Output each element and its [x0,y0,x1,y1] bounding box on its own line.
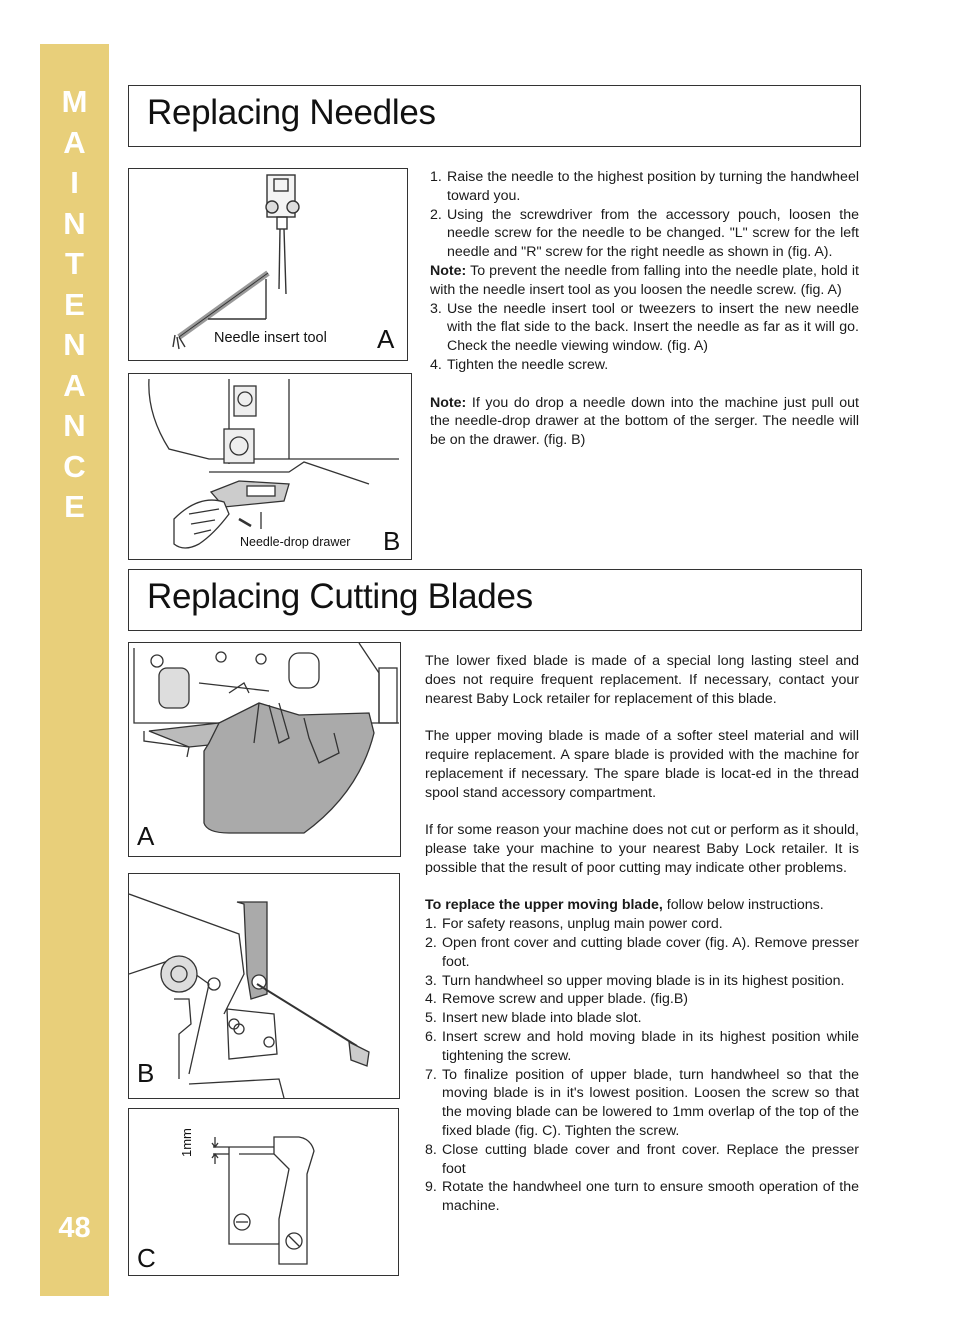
maintenance-sidebar [40,44,109,1296]
needles-instructions [430,168,859,450]
list-item [425,972,859,991]
sidebar-letter: I [70,165,79,200]
list-item [425,1178,859,1216]
step-text: Turn handwheel so upper moving blade is in its highest position. [442,972,845,989]
step-text: Tighten the needle screw. [447,356,609,373]
needles-title-box [128,85,861,147]
step-text: Using the screwdriver from the accessory pouch, loosen the needle screw for the needle to be changed. "L" screw for the left needle and "R" screw for the right needle as shown in (fig. A). [447,206,859,261]
step-text: Raise the needle to the highest position by turning the handwheel toward you. [447,169,859,204]
list-item [430,356,859,375]
list-item [425,990,859,1009]
figure-letter: A [137,821,155,851]
step-number: 2. [425,934,437,951]
page-number: 48 [58,1212,91,1244]
blades-title-box [128,569,862,631]
step-text: Use the needle insert tool or tweezers to insert the new needle with the flat side to the back. Insert the needle as far as it will go. Check the needle viewing window. (fig. A) [447,300,859,355]
needle-drop-drawer-illustration [129,374,411,559]
sidebar-letter: A [63,367,86,403]
blades-instructions [425,652,859,1216]
note-text: To prevent the needle from falling into the needle plate, hold it with the needle insert tool as you loosen the needle screw. (fig. A) [430,262,860,298]
list-item [425,1141,859,1179]
sidebar-letter: E [64,489,85,524]
sidebar-letter: N [63,327,86,362]
step-number: 8. [425,1141,437,1158]
list-item [425,915,859,934]
paragraph: The lower fixed blade is made of a special long lasting steel and does not require frequent replacement. If necessary, contact your nearest Baby Lock retailer for replacement of this blade. [425,653,859,707]
step-text: Rotate the handwheel one turn to ensure smooth operation of the machine. [442,1179,859,1215]
list-item [430,300,859,356]
step-number: 5. [425,1010,437,1027]
step-text: Open front cover and cutting blade cover (fig. A). Remove presser foot. [442,934,859,970]
sidebar-letter: A [63,124,86,160]
sidebar-letter: T [65,246,84,281]
figure-letter: B [383,526,401,556]
step-number: 3. [430,300,442,317]
note-paragraph [430,262,859,300]
step-text: Insert new blade into blade slot. [442,1010,642,1027]
step-text: Remove screw and upper blade. (fig.B) [442,991,689,1008]
step-text: To finalize position of upper blade, turn handwheel so that the moving blade is in it's lowest position. Loosen the screw so that the moving blade can be lowered to 1mm overlap of the top of the fixed blade (fig. C). Tighten the screw. [442,1066,859,1139]
note-label: Note: [430,262,467,279]
paragraph: The upper moving blade is made of a softer steel material and will require replacement. A spare blade is provided with the machine for replacement if necessary. The spare blade is locat-ed in the thread spool stand accessory compartment. [425,728,859,801]
blades-figure-b [128,873,400,1099]
sidebar-letter: C [63,448,86,484]
list-item [425,934,859,972]
paragraph: If for some reason your machine does not cut or perform as it should, please take your machine to your nearest Baby Lock retailer. It is possible that the result of poor cutting may indicate other problems. [425,822,859,876]
procedure-intro-bold: To replace the upper moving blade, [425,897,663,914]
step-number: 6. [425,1028,437,1045]
needles-figure-b [128,373,412,560]
list-item [430,206,859,262]
blades-figure-c [128,1108,399,1276]
step-number: 4. [425,991,437,1008]
procedure-intro [425,896,859,915]
step-text: Close cutting blade cover and front cover. Replace the presser foot [442,1141,859,1177]
blades-figure-a [128,642,401,857]
note-label: Note: [430,394,467,411]
sidebar-section-title [40,82,109,528]
blade-overlap-illustration [129,1109,398,1275]
figure-letter: A [377,324,395,354]
note-text: If you do drop a needle down into the machine just pull out the needle-drop drawer at the bottom of the serger. The needle will be on the drawer. (fig. B) [430,394,859,449]
step-number: 2. [430,206,442,223]
upper-blade-removal-illustration [129,874,399,1098]
blade-cover-illustration [129,643,400,856]
note-paragraph [430,394,859,450]
blades-title: Replacing Cutting Blades [147,577,533,616]
figure-letter: C [137,1243,156,1273]
overlap-dimension-label: 1mm [179,1128,194,1157]
needle-drop-drawer-caption: Needle-drop drawer [240,535,351,549]
list-item [425,1009,859,1028]
list-item [425,1066,859,1141]
step-number: 7. [425,1066,437,1083]
step-number: 1. [430,169,442,185]
step-number: 1. [425,916,437,933]
sidebar-letter: N [63,408,86,443]
sidebar-letter: M [61,84,88,119]
sidebar-letter: N [63,205,86,241]
step-number: 4. [430,356,442,373]
procedure-intro-rest: follow below instructions. [662,897,824,914]
needles-title: Replacing Needles [147,93,436,132]
step-number: 9. [425,1179,437,1196]
step-number: 3. [425,972,437,989]
step-text: Insert screw and hold moving blade in its highest position while tightening the screw. [442,1028,859,1064]
figure-letter: B [137,1058,155,1088]
sidebar-letter: E [64,286,85,322]
needles-figure-a [128,168,408,361]
step-text: For safety reasons, unplug main power cord. [442,916,723,933]
list-item [430,168,859,206]
needle-insert-tool-caption: Needle insert tool [214,330,327,346]
list-item [425,1028,859,1066]
